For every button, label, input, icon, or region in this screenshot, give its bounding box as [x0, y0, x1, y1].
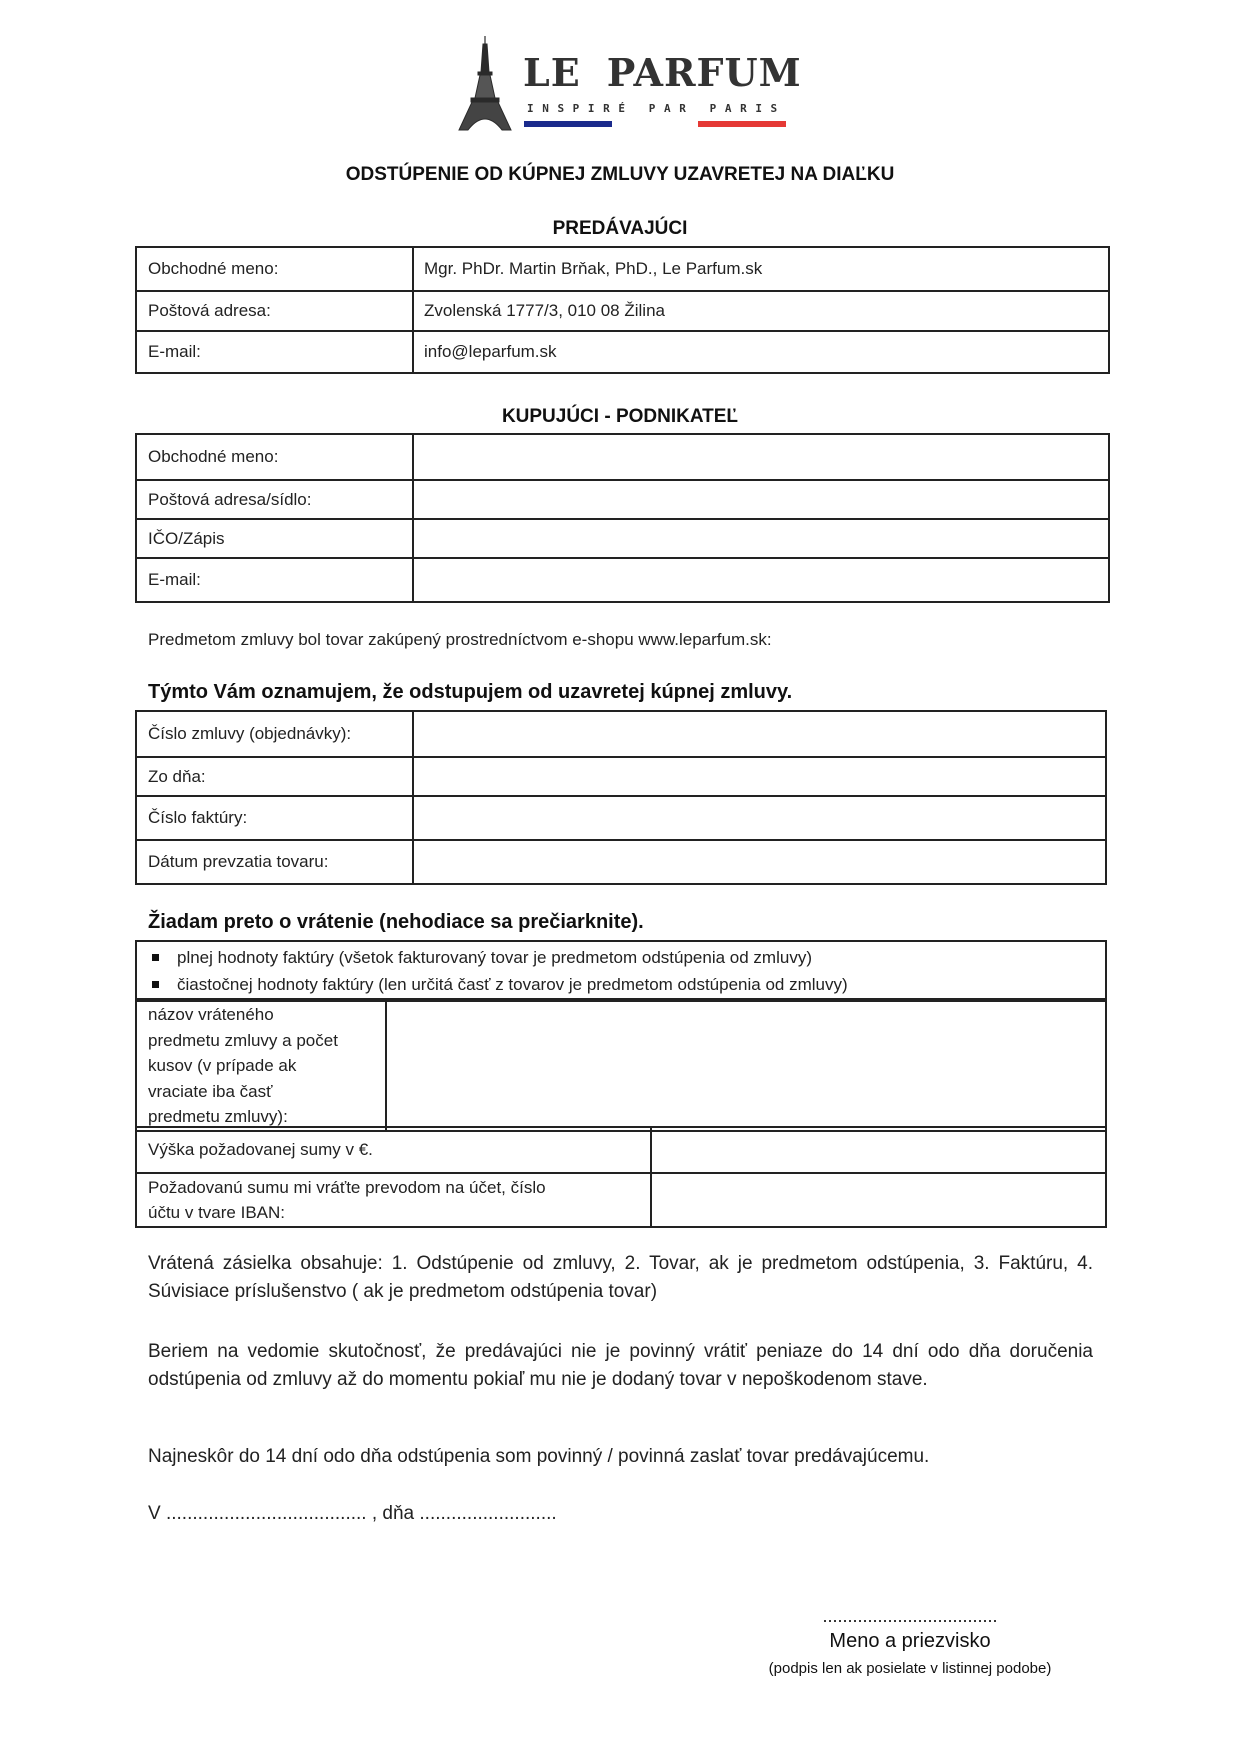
signature-note: (podpis len ak posielate v listinnej podobe) [768, 1660, 1052, 1677]
iban-label: Požadovanú sumu mi vráťte prevodom na účet, číslo účtu v tvare IBAN: [136, 1173, 651, 1227]
amount-field[interactable] [651, 1127, 1106, 1173]
refund-heading: Žiadam preto o vrátenie (nehodiace sa prečiarknite). [148, 911, 644, 933]
order-date-field[interactable] [413, 757, 1106, 796]
returned-items-field[interactable] [386, 999, 1106, 1131]
invoice-number-field[interactable] [413, 796, 1106, 840]
field-label: Obchodné meno: [136, 247, 413, 291]
field-label: E-mail: [136, 331, 413, 373]
eiffel-tower-icon [455, 36, 515, 132]
brand-tagline: INSPIRÉ PAR PARIS [527, 102, 786, 115]
place-field[interactable]: ...................................... [165, 1503, 367, 1524]
buyer-ico-field[interactable] [413, 519, 1109, 558]
withdrawal-row-received [136, 840, 1106, 884]
received-date-field[interactable] [413, 840, 1106, 884]
seller-email-value: info@leparfum.sk [413, 331, 1109, 373]
withdrawal-heading: Týmto Vám oznamujem, že odstupujem od uzavretej kúpnej zmluvy. [148, 681, 793, 703]
returned-items-label: názov vráteného predmetu zmluvy a počet kusov (v prípade ak vraciate iba časť predmetu zmluvy): [136, 999, 386, 1131]
withdrawal-row-date [136, 757, 1106, 796]
seller-row-email [136, 331, 1109, 373]
seller-name-value: Mgr. PhDr. Martin Brňak, PhD., Le Parfum.sk [413, 247, 1109, 291]
deadline-paragraph: Najneskôr do 14 dní odo dňa odstúpenia som povinný / povinná zaslať tovar predávajúcemu. [148, 1446, 930, 1467]
refund-amount-table [135, 1126, 1107, 1228]
order-number-field[interactable] [413, 711, 1106, 757]
seller-address-value: Zvolenská 1777/3, 010 08 Žilina [413, 291, 1109, 331]
field-label: Obchodné meno: [136, 434, 413, 480]
package-contents-paragraph: Vrátená zásielka obsahuje: 1. Odstúpenie od zmluvy, 2. Tovar, ak je predmetom odstúpenia, 3. Faktúru, 4. Súvisiace príslušenstvo ( ak je predmetom odstúpenia tovar) [148, 1253, 1093, 1302]
buyer-row-name [136, 434, 1109, 480]
signature-line[interactable]: ................................... [822, 1606, 998, 1626]
bullet-icon [152, 981, 159, 988]
withdrawal-row-invoice [136, 796, 1106, 840]
field-label: Poštová adresa/sídlo: [136, 480, 413, 519]
bullet-icon [152, 954, 159, 961]
acknowledge-paragraph: Beriem na vedomie skutočnosť, že predávajúci nie je povinný vrátiť peniaze do 14 dní odo dňa doručenia odstúpenia od zmluvy až do momentu pokiaľ mu nie je dodaný tovar v nepoškodenom stave. [148, 1341, 1093, 1390]
seller-row-address [136, 291, 1109, 331]
subject-text: Predmetom zmluvy bol tovar zakúpený prostredníctvom e-shopu www.leparfum.sk: [148, 630, 772, 649]
place-date-line: V ...................................... , dňa .......................... [148, 1503, 557, 1524]
field-label: Poštová adresa: [136, 291, 413, 331]
buyer-row-email [136, 558, 1109, 602]
seller-table [135, 246, 1110, 374]
field-label: Dátum prevzatia tovaru: [136, 840, 413, 884]
flag-stripe-red [698, 121, 786, 127]
field-label: Číslo zmluvy (objednávky): [136, 711, 413, 757]
brand-name: LE PARFUM [523, 50, 802, 95]
refund-options-cell [136, 941, 1106, 1001]
field-label: Číslo faktúry: [136, 796, 413, 840]
buyer-row-address [136, 480, 1109, 519]
date-field[interactable]: .......................... [419, 1503, 557, 1524]
refund-option-partial[interactable]: čiastočnej hodnoty faktúry (len určitá časť z tovarov je predmetom odstúpenia od zmluvy) [149, 971, 1105, 998]
refund-items-table [135, 998, 1107, 1132]
brand-logo [455, 36, 802, 136]
buyer-heading: KUPUJÚCI - PODNIKATEĽ [501, 406, 739, 427]
refund-options-table [135, 940, 1107, 1002]
flag-stripe-blue [524, 121, 612, 127]
seller-row-name [136, 247, 1109, 291]
buyer-table [135, 433, 1110, 603]
document-title: ODSTÚPENIE OD KÚPNEJ ZMLUVY UZAVRETEJ NA DIAĽKU [345, 164, 895, 185]
buyer-address-field[interactable] [413, 480, 1109, 519]
iban-field[interactable] [651, 1173, 1106, 1227]
field-label: E-mail: [136, 558, 413, 602]
field-label: Zo dňa: [136, 757, 413, 796]
field-label: IČO/Zápis [136, 519, 413, 558]
buyer-email-field[interactable] [413, 558, 1109, 602]
amount-label: Výška požadovanej sumy v €. [136, 1127, 651, 1173]
signature-name-label: Meno a priezvisko [829, 1630, 991, 1652]
seller-heading: PREDÁVAJÚCI [552, 218, 688, 239]
buyer-name-field[interactable] [413, 434, 1109, 480]
withdrawal-table [135, 710, 1107, 885]
refund-option-full[interactable]: plnej hodnoty faktúry (všetok fakturovaný tovar je predmetom odstúpenia od zmluvy) [149, 944, 1105, 971]
buyer-row-ico [136, 519, 1109, 558]
withdrawal-row-order [136, 711, 1106, 757]
